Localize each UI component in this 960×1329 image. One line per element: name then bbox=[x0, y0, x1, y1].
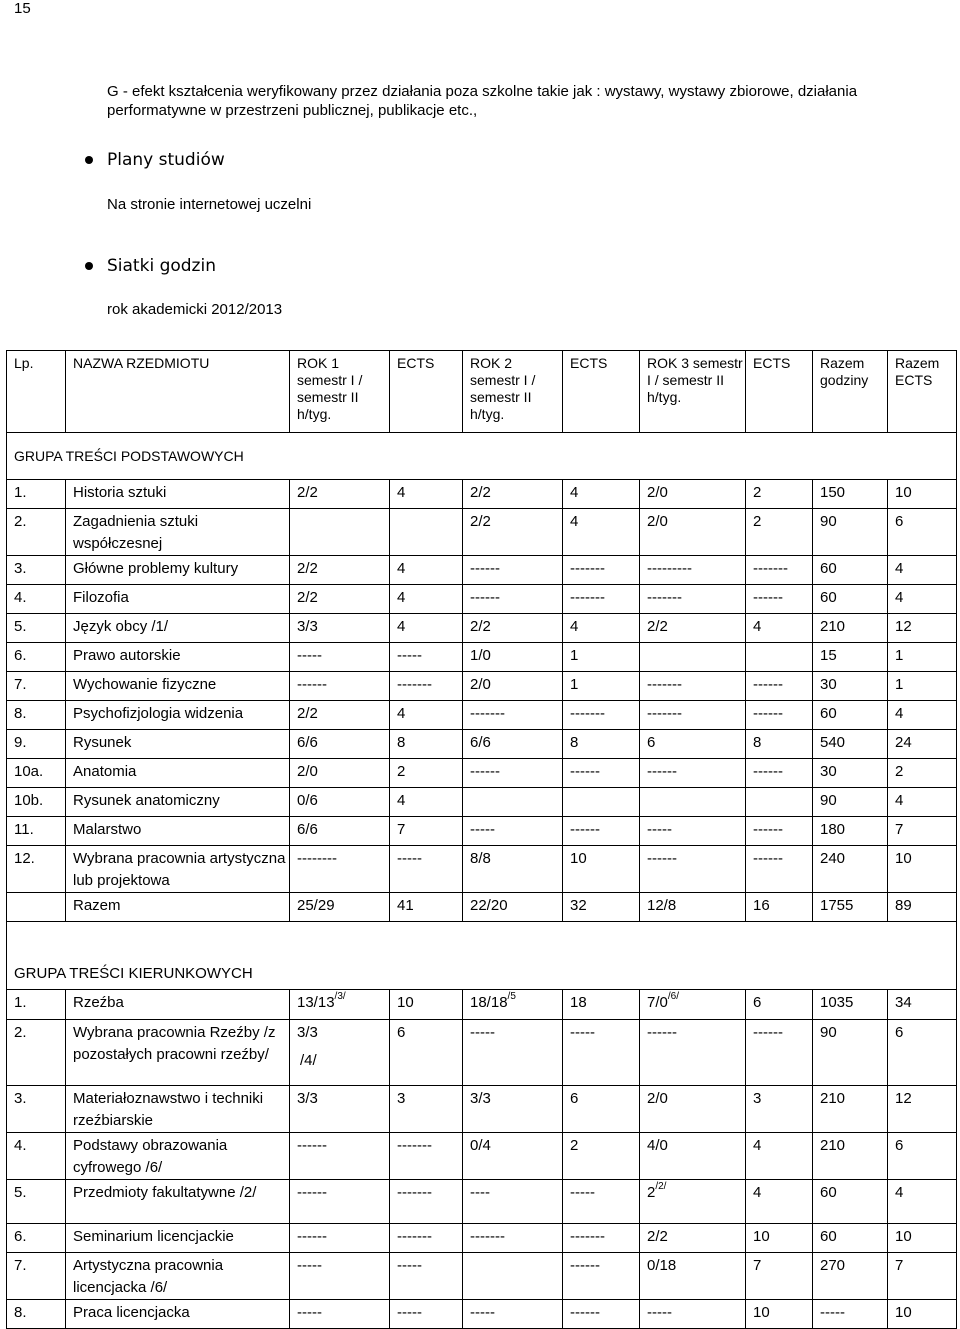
header-cell: Razem godziny bbox=[813, 351, 888, 433]
footnote-mark: /3/ bbox=[334, 991, 346, 1002]
year3-ects-cell: 4 bbox=[746, 1180, 813, 1224]
page-number: 15 bbox=[14, 0, 31, 17]
total-ects-cell: 4 bbox=[888, 585, 957, 614]
subject-cell: Praca licencjacka bbox=[66, 1300, 290, 1329]
lp-cell: 8. bbox=[7, 1300, 66, 1329]
header-cell: ECTS bbox=[390, 351, 463, 433]
total-hours-cell: 210 bbox=[813, 1133, 888, 1180]
total-ects-cell: 4 bbox=[888, 556, 957, 585]
total-hours-cell: 15 bbox=[813, 643, 888, 672]
footnote-mark: /2/ bbox=[655, 1181, 667, 1192]
lp-cell: 1. bbox=[7, 990, 66, 1020]
year1-ects-cell bbox=[390, 509, 463, 556]
lp-cell: 6. bbox=[7, 1224, 66, 1253]
table-row bbox=[7, 990, 957, 1020]
year2-ects-cell: 1 bbox=[563, 643, 640, 672]
table-header bbox=[7, 351, 957, 433]
plans-text: Na stronie internetowej uczelni bbox=[107, 196, 312, 213]
year1-hours-cell: 2/2 bbox=[290, 701, 390, 730]
lp-cell: 2. bbox=[7, 1020, 66, 1086]
subject-cell: Rysunek bbox=[66, 730, 290, 759]
table-row bbox=[7, 672, 957, 701]
year3-ects-cell bbox=[746, 643, 813, 672]
year3-hours-cell: $7/0^{/6/}$ bbox=[640, 990, 746, 1020]
total-ects-cell: 24 bbox=[888, 730, 957, 759]
group-title: GRUPA TREŚCI PODSTAWOWYCH bbox=[7, 433, 957, 480]
year2-ects-cell: ------- bbox=[563, 1224, 640, 1253]
year1-ects-cell: 41 bbox=[390, 893, 463, 922]
header-cell: ROK 1 semestr I / semestr II h/tyg. bbox=[290, 351, 390, 433]
total-ects-cell: 1 bbox=[888, 672, 957, 701]
total-ects-cell: 2 bbox=[888, 759, 957, 788]
lp-cell: 2. bbox=[7, 509, 66, 556]
total-ects-cell: 10 bbox=[888, 480, 957, 509]
table-row bbox=[7, 846, 957, 893]
year2-ects-cell: 10 bbox=[563, 846, 640, 893]
year2-hours-cell: 22/20 bbox=[463, 893, 563, 922]
year1-hours-cell: 0/6 bbox=[290, 788, 390, 817]
group-title-row bbox=[7, 922, 957, 990]
lp-cell: 10b. bbox=[7, 788, 66, 817]
year1-ects-cell: ----- bbox=[390, 1253, 463, 1300]
total-hours-cell: 30 bbox=[813, 672, 888, 701]
subject-cell: Seminarium licencjackie bbox=[66, 1224, 290, 1253]
subject-cell: Podstawy obrazowania cyfrowego /6/ bbox=[66, 1133, 290, 1180]
year3-hours-cell: $2^{/2/}$ bbox=[640, 1180, 746, 1224]
table-row bbox=[7, 1020, 957, 1086]
total-hours-cell: 240 bbox=[813, 846, 888, 893]
year2-hours-cell: ------ bbox=[463, 585, 563, 614]
subject-cell: Razem bbox=[66, 893, 290, 922]
bullet-icon bbox=[85, 156, 93, 164]
year2-ects-cell: ----- bbox=[563, 1180, 640, 1224]
year1-hours-cell: 2/2 bbox=[290, 585, 390, 614]
year2-ects-cell: 18 bbox=[563, 990, 640, 1020]
year2-ects-cell: 6 bbox=[563, 1086, 640, 1133]
year1-hours-cell: ----- bbox=[290, 1253, 390, 1300]
year1-hours-cell: 2/0 bbox=[290, 759, 390, 788]
year2-ects-cell: ----- bbox=[563, 1020, 640, 1086]
year2-hours-cell: ---- bbox=[463, 1180, 563, 1224]
lp-cell: 12. bbox=[7, 846, 66, 893]
year1-ects-cell: ------- bbox=[390, 1133, 463, 1180]
year1-ects-cell: 4 bbox=[390, 614, 463, 643]
year2-ects-cell: ------- bbox=[563, 701, 640, 730]
table-row bbox=[7, 1253, 957, 1300]
year2-hours-cell: $18/18^{/5}$ bbox=[463, 990, 563, 1020]
year3-ects-cell: 16 bbox=[746, 893, 813, 922]
table-row bbox=[7, 614, 957, 643]
grid-heading: Siatki godzin bbox=[107, 256, 216, 276]
year1-ects-cell: 4 bbox=[390, 701, 463, 730]
year1-hours-cell: 3/3 bbox=[290, 1086, 390, 1133]
year3-ects-cell: 2 bbox=[746, 480, 813, 509]
lp-cell: 10a. bbox=[7, 759, 66, 788]
year2-ects-cell: 4 bbox=[563, 509, 640, 556]
total-ects-cell: 12 bbox=[888, 614, 957, 643]
subject-cell: Filozofia bbox=[66, 585, 290, 614]
subject-cell: Anatomia bbox=[66, 759, 290, 788]
lp-cell: 1. bbox=[7, 480, 66, 509]
table-row bbox=[7, 730, 957, 759]
total-ects-cell: 7 bbox=[888, 817, 957, 846]
group-title: GRUPA TREŚCI KIERUNKOWYCH bbox=[7, 922, 957, 990]
year3-hours-cell bbox=[640, 788, 746, 817]
year3-ects-cell bbox=[746, 788, 813, 817]
year1-ects-cell: 4 bbox=[390, 480, 463, 509]
year1-ects-cell: ----- bbox=[390, 846, 463, 893]
year1-hours-cell: ------ bbox=[290, 1133, 390, 1180]
table-row bbox=[7, 1133, 957, 1180]
footnote-mark: /6/ bbox=[667, 991, 679, 1002]
subject-cell: Rzeźba bbox=[66, 990, 290, 1020]
total-hours-cell: 60 bbox=[813, 1180, 888, 1224]
year2-hours-cell: ----- bbox=[463, 817, 563, 846]
year1-ects-cell: 7 bbox=[390, 817, 463, 846]
subject-cell: Historia sztuki bbox=[66, 480, 290, 509]
total-ects-cell: 10 bbox=[888, 1224, 957, 1253]
year2-hours-cell: 2/2 bbox=[463, 614, 563, 643]
total-hours-cell: 540 bbox=[813, 730, 888, 759]
total-hours-cell: 1035 bbox=[813, 990, 888, 1020]
year3-hours-cell: 2/0 bbox=[640, 480, 746, 509]
year2-hours-cell: ----- bbox=[463, 1300, 563, 1329]
year1-ects-cell: ------- bbox=[390, 672, 463, 701]
year2-hours-cell: ------- bbox=[463, 1224, 563, 1253]
year3-ects-cell: 4 bbox=[746, 1133, 813, 1180]
subject-cell: Przedmioty fakultatywne /2/ bbox=[66, 1180, 290, 1224]
table-row bbox=[7, 893, 957, 922]
intro-paragraph: G - efekt kształcenia weryfikowany przez działania poza szkolne takie jak : wystawy, wystawy zbiorowe, działania performatywne w przestrzeni publicznej, publikacje etc., bbox=[107, 83, 858, 119]
year1-hours-cell: ------ bbox=[290, 672, 390, 701]
year1-hours-cell bbox=[290, 509, 390, 556]
total-hours-cell: 270 bbox=[813, 1253, 888, 1300]
year2-hours-cell: ------ bbox=[463, 556, 563, 585]
total-ects-cell: 6 bbox=[888, 1133, 957, 1180]
total-ects-cell: 12 bbox=[888, 1086, 957, 1133]
year3-ects-cell: 4 bbox=[746, 614, 813, 643]
year2-hours-cell: 0/4 bbox=[463, 1133, 563, 1180]
total-hours-cell: ----- bbox=[813, 1300, 888, 1329]
lp-cell: 5. bbox=[7, 1180, 66, 1224]
header-cell: ECTS bbox=[746, 351, 813, 433]
table-row bbox=[7, 585, 957, 614]
total-ects-cell: 4 bbox=[888, 701, 957, 730]
year3-ects-cell: 3 bbox=[746, 1086, 813, 1133]
group-title-row bbox=[7, 433, 957, 480]
year3-ects-cell: ------ bbox=[746, 672, 813, 701]
year3-hours-cell: --------- bbox=[640, 556, 746, 585]
year3-hours-cell: ------ bbox=[640, 759, 746, 788]
lp-cell: 7. bbox=[7, 1253, 66, 1300]
table-row bbox=[7, 788, 957, 817]
lp-cell: 7. bbox=[7, 672, 66, 701]
year3-ects-cell: ------ bbox=[746, 701, 813, 730]
year3-hours-cell: 0/18 bbox=[640, 1253, 746, 1300]
year3-ects-cell: 10 bbox=[746, 1224, 813, 1253]
year2-hours-cell: 8/8 bbox=[463, 846, 563, 893]
table-row bbox=[7, 817, 957, 846]
year1-hours-cell: -------- bbox=[290, 846, 390, 893]
total-hours-cell: 90 bbox=[813, 1020, 888, 1086]
year3-hours-cell: 2/2 bbox=[640, 1224, 746, 1253]
table-row bbox=[7, 1300, 957, 1329]
total-hours-cell: 60 bbox=[813, 1224, 888, 1253]
year2-hours-cell: 2/2 bbox=[463, 480, 563, 509]
year3-hours-cell: ------- bbox=[640, 672, 746, 701]
year3-hours-cell: ------- bbox=[640, 585, 746, 614]
total-hours-cell: 30 bbox=[813, 759, 888, 788]
table-row bbox=[7, 1224, 957, 1253]
subject-cell: Malarstwo bbox=[66, 817, 290, 846]
year1-ects-cell: 4 bbox=[390, 585, 463, 614]
year1-hours-cell: 6/6 bbox=[290, 817, 390, 846]
subject-cell: Prawo autorskie bbox=[66, 643, 290, 672]
year3-ects-cell: ------ bbox=[746, 846, 813, 893]
year2-ects-cell bbox=[563, 788, 640, 817]
year2-ects-cell: ------- bbox=[563, 585, 640, 614]
total-hours-cell: 210 bbox=[813, 614, 888, 643]
year1-ects-cell: 4 bbox=[390, 556, 463, 585]
year2-hours-cell: 3/3 bbox=[463, 1086, 563, 1133]
subject-cell: Rysunek anatomiczny bbox=[66, 788, 290, 817]
total-hours-cell: 180 bbox=[813, 817, 888, 846]
year1-hours-cell: ----- bbox=[290, 643, 390, 672]
year1-ects-cell: 2 bbox=[390, 759, 463, 788]
year3-hours-cell: 2/0 bbox=[640, 1086, 746, 1133]
year2-ects-cell: 1 bbox=[563, 672, 640, 701]
footnote-mark: /4/ bbox=[300, 1052, 317, 1069]
year1-hours-cell: $13/13^{/3/}$ bbox=[290, 990, 390, 1020]
year1-ects-cell: 4 bbox=[390, 788, 463, 817]
subject-cell: Psychofizjologia widzenia bbox=[66, 701, 290, 730]
header-cell: Lp. bbox=[7, 351, 66, 433]
year1-hours-cell: 2/2 bbox=[290, 556, 390, 585]
total-ects-cell: 6 bbox=[888, 509, 957, 556]
year2-hours-cell bbox=[463, 788, 563, 817]
table-row bbox=[7, 556, 957, 585]
subject-cell: Język obcy /1/ bbox=[66, 614, 290, 643]
subject-cell: Artystyczna pracownia licencjacka /6/ bbox=[66, 1253, 290, 1300]
lp-cell: 8. bbox=[7, 701, 66, 730]
year2-hours-cell: 2/2 bbox=[463, 509, 563, 556]
subject-cell: Wybrana pracownia Rzeźby /z pozostałych pracowni rzeźby/ bbox=[66, 1020, 290, 1086]
year3-hours-cell: ----- bbox=[640, 1300, 746, 1329]
year3-ects-cell: 6 bbox=[746, 990, 813, 1020]
header-cell: Razem ECTS bbox=[888, 351, 957, 433]
subject-cell: Wybrana pracownia artystyczna lub projektowa bbox=[66, 846, 290, 893]
year1-hours-cell: 25/29 bbox=[290, 893, 390, 922]
lp-cell: 5. bbox=[7, 614, 66, 643]
year2-ects-cell: ------- bbox=[563, 556, 640, 585]
year2-ects-cell: ------ bbox=[563, 817, 640, 846]
header-cell: ROK 2 semestr I / semestr II h/tyg. bbox=[463, 351, 563, 433]
subject-cell: Główne problemy kultury bbox=[66, 556, 290, 585]
subject-cell: Materiałoznawstwo i techniki rzeźbiarskie bbox=[66, 1086, 290, 1133]
year3-ects-cell: 7 bbox=[746, 1253, 813, 1300]
year2-ects-cell: 2 bbox=[563, 1133, 640, 1180]
year1-ects-cell: ----- bbox=[390, 1300, 463, 1329]
year3-ects-cell: ------ bbox=[746, 759, 813, 788]
lp-cell: 3. bbox=[7, 556, 66, 585]
year1-hours-cell: 3/3 /4/ bbox=[290, 1020, 390, 1086]
subject-cell: Wychowanie fizyczne bbox=[66, 672, 290, 701]
lp-cell: 6. bbox=[7, 643, 66, 672]
total-ects-cell: 34 bbox=[888, 990, 957, 1020]
year3-hours-cell: ----- bbox=[640, 817, 746, 846]
header-cell: ROK 3 semestr I / semestr II h/tyg. bbox=[640, 351, 746, 433]
year3-ects-cell: ------ bbox=[746, 1020, 813, 1086]
total-hours-cell: 60 bbox=[813, 556, 888, 585]
hours-table bbox=[6, 350, 957, 1329]
year3-hours-cell: 12/8 bbox=[640, 893, 746, 922]
table-row bbox=[7, 643, 957, 672]
year3-hours-cell bbox=[640, 643, 746, 672]
year2-hours-cell: ----- bbox=[463, 1020, 563, 1086]
year3-hours-cell: 2/0 bbox=[640, 509, 746, 556]
lp-cell: 11. bbox=[7, 817, 66, 846]
total-ects-cell: 7 bbox=[888, 1253, 957, 1300]
academic-year: rok akademicki 2012/2013 bbox=[107, 301, 283, 318]
year1-ects-cell: 10 bbox=[390, 990, 463, 1020]
year3-hours-cell: ------ bbox=[640, 1020, 746, 1086]
year2-hours-cell: 1/0 bbox=[463, 643, 563, 672]
year2-ects-cell: ------ bbox=[563, 1300, 640, 1329]
year1-ects-cell: 3 bbox=[390, 1086, 463, 1133]
year2-ects-cell: ------ bbox=[563, 759, 640, 788]
table-row bbox=[7, 1086, 957, 1133]
year2-hours-cell: ------- bbox=[463, 701, 563, 730]
year1-hours-cell: ----- bbox=[290, 1300, 390, 1329]
year3-ects-cell: ------ bbox=[746, 817, 813, 846]
lp-cell: 4. bbox=[7, 1133, 66, 1180]
year1-hours-cell: 2/2 bbox=[290, 480, 390, 509]
total-hours-cell: 1755 bbox=[813, 893, 888, 922]
subject-cell: Zagadnienia sztuki współczesnej bbox=[66, 509, 290, 556]
year3-ects-cell: 10 bbox=[746, 1300, 813, 1329]
total-hours-cell: 60 bbox=[813, 585, 888, 614]
year1-ects-cell: ------- bbox=[390, 1180, 463, 1224]
year2-ects-cell: 4 bbox=[563, 480, 640, 509]
year3-ects-cell: ------- bbox=[746, 556, 813, 585]
year1-ects-cell: 6 bbox=[390, 1020, 463, 1086]
total-ects-cell: 1 bbox=[888, 643, 957, 672]
bullet-icon bbox=[85, 262, 93, 270]
year3-ects-cell: 8 bbox=[746, 730, 813, 759]
total-hours-cell: 150 bbox=[813, 480, 888, 509]
year2-hours-cell: 2/0 bbox=[463, 672, 563, 701]
total-hours-cell: 90 bbox=[813, 509, 888, 556]
year1-hours-cell: ------ bbox=[290, 1180, 390, 1224]
lp-cell: 3. bbox=[7, 1086, 66, 1133]
year2-ects-cell: 4 bbox=[563, 614, 640, 643]
table-row bbox=[7, 509, 957, 556]
year1-ects-cell: ------- bbox=[390, 1224, 463, 1253]
year2-hours-cell bbox=[463, 1253, 563, 1300]
footnote-mark: /5 bbox=[507, 991, 516, 1002]
year1-hours-cell: 6/6 bbox=[290, 730, 390, 759]
year2-ects-cell: 8 bbox=[563, 730, 640, 759]
year3-hours-cell: 6 bbox=[640, 730, 746, 759]
year2-hours-cell: ------ bbox=[463, 759, 563, 788]
table-row bbox=[7, 759, 957, 788]
table-row bbox=[7, 480, 957, 509]
year3-hours-cell: 4/0 bbox=[640, 1133, 746, 1180]
year2-ects-cell: 32 bbox=[563, 893, 640, 922]
header-cell: NAZWA RZEDMIOTU bbox=[66, 351, 290, 433]
total-ects-cell: 6 bbox=[888, 1020, 957, 1086]
year1-ects-cell: ----- bbox=[390, 643, 463, 672]
year3-hours-cell: 2/2 bbox=[640, 614, 746, 643]
year3-ects-cell: ------ bbox=[746, 585, 813, 614]
total-hours-cell: 210 bbox=[813, 1086, 888, 1133]
plans-heading: Plany studiów bbox=[107, 150, 225, 170]
table-row bbox=[7, 701, 957, 730]
total-hours-cell: 90 bbox=[813, 788, 888, 817]
total-ects-cell: 10 bbox=[888, 1300, 957, 1329]
year2-hours-cell: 6/6 bbox=[463, 730, 563, 759]
year3-hours-cell: ------ bbox=[640, 846, 746, 893]
year2-ects-cell: ------ bbox=[563, 1253, 640, 1300]
year1-hours-cell: ------ bbox=[290, 1224, 390, 1253]
lp-cell bbox=[7, 893, 66, 922]
lp-cell: 9. bbox=[7, 730, 66, 759]
total-ects-cell: 4 bbox=[888, 1180, 957, 1224]
year1-ects-cell: 8 bbox=[390, 730, 463, 759]
lp-cell: 4. bbox=[7, 585, 66, 614]
table-row bbox=[7, 1180, 957, 1224]
header-cell: ECTS bbox=[563, 351, 640, 433]
year3-ects-cell: 2 bbox=[746, 509, 813, 556]
total-ects-cell: 4 bbox=[888, 788, 957, 817]
total-ects-cell: 89 bbox=[888, 893, 957, 922]
total-hours-cell: 60 bbox=[813, 701, 888, 730]
total-ects-cell: 10 bbox=[888, 846, 957, 893]
year3-hours-cell: ------- bbox=[640, 701, 746, 730]
year1-hours-cell: 3/3 bbox=[290, 614, 390, 643]
